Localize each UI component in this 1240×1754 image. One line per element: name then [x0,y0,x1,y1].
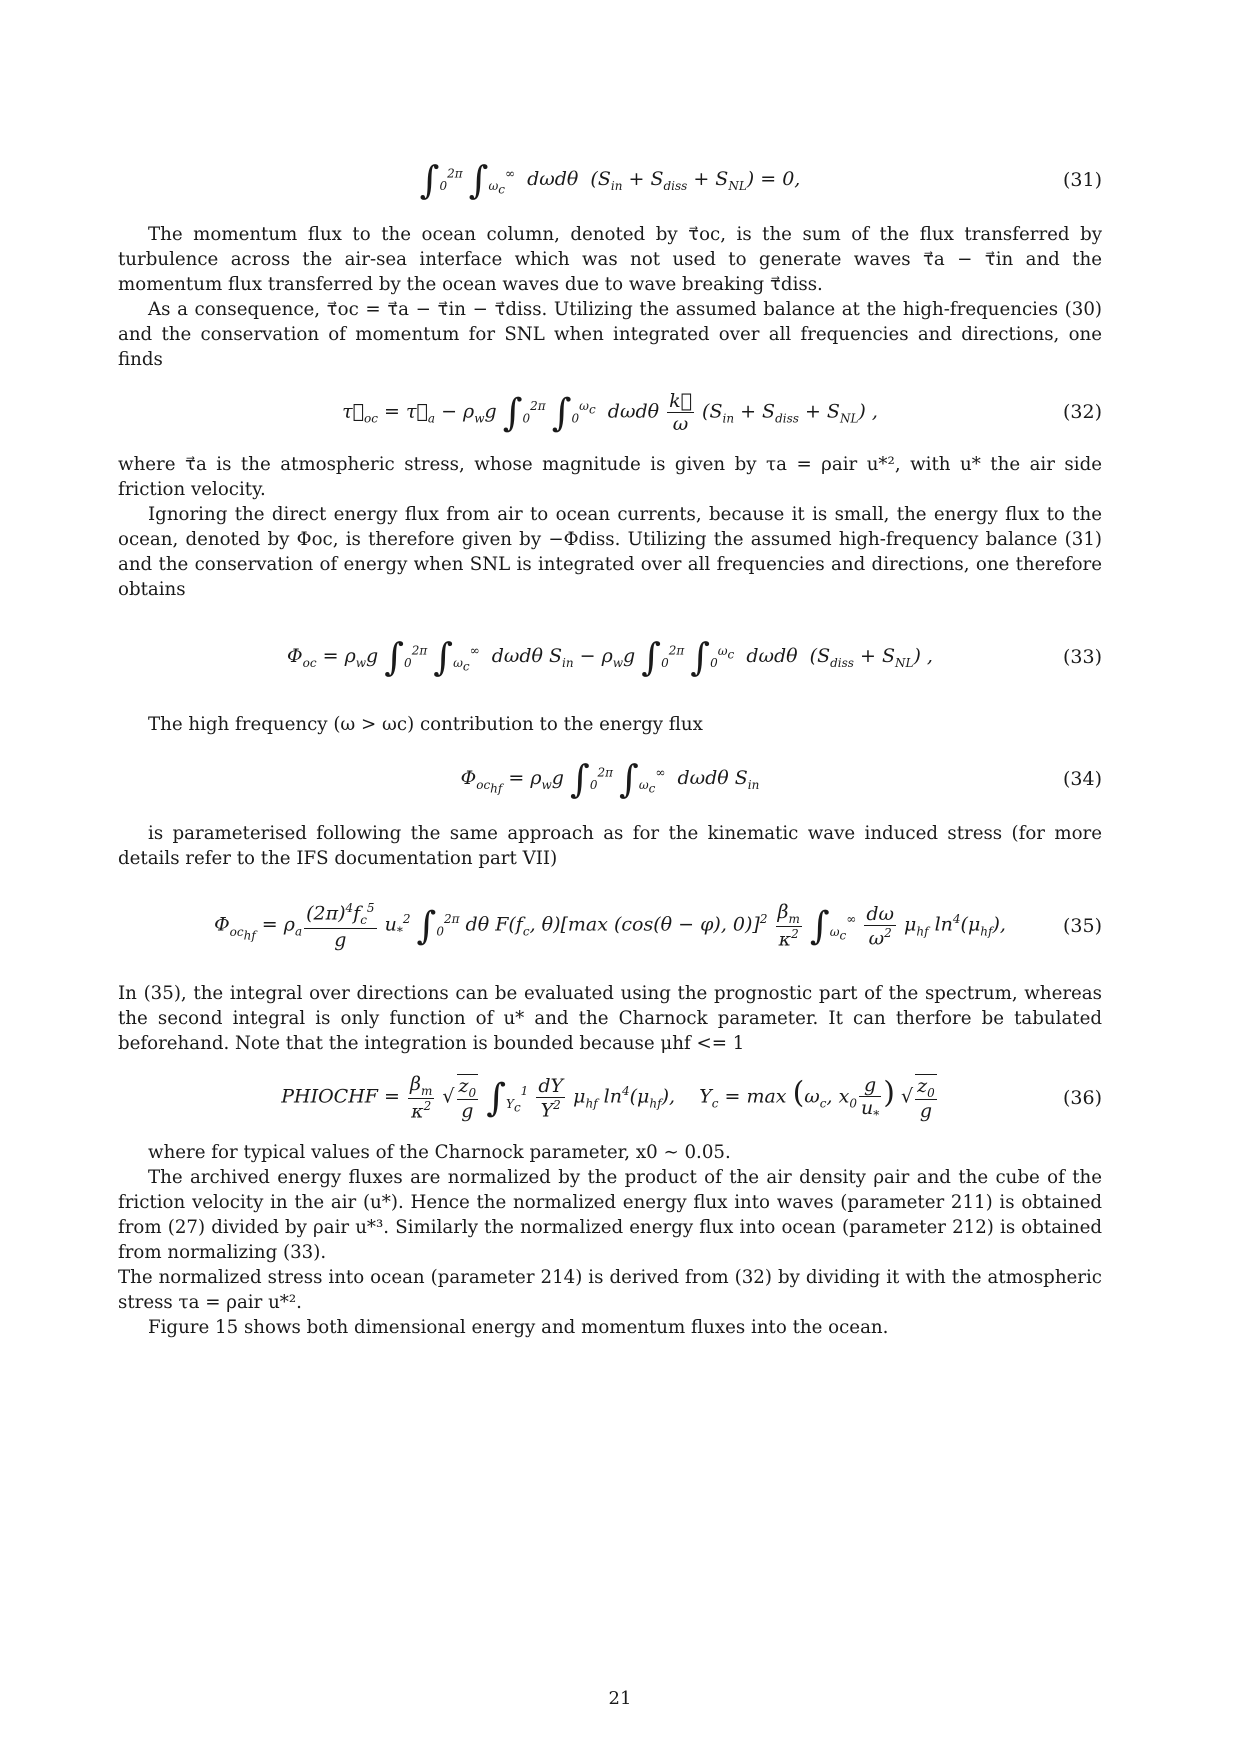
paragraph-2: As a consequence, τ⃗oc = τ⃗a − τ⃗in − τ⃗diss. Utilizing the assumed balance at the high-frequencies (30) and the conservation of momentum for SNL when integrated over all frequencies and directions, one finds [118,299,1102,370]
equation-35 [118,871,1102,981]
paragraph-10: The normalized stress into ocean (parameter 214) is derived from (32) by dividing it with the atmospheric stress τa = ρair u*². [118,1267,1102,1313]
paragraph-9: The archived energy fluxes are normalized by the product of the air density ρair and the cube of the friction velocity in the air (u*). Hence the normalized energy flux into waves (parameter 211) is obtained from (27) divided by ρair u*³. Similarly the normalized energy flux into ocean (parameter 212) is obtained from normalizing (33). [118,1167,1102,1263]
paragraph-6: is parameterised following the same approach as for the kinematic wave induced stress (for more details refer to the IFS documentation part VII) [118,823,1102,869]
equation-31 [118,150,1102,210]
equation-36-math: PHIOCHF = $\frac{\beta_m}{\kappa^2}$ √ $\frac{z_0}{g}$ $\int_{Y_c}^1$ $\frac{dY}{Y^2}$ $\mu_{hf}$ $\ln^4(\mu_{hf})$, $Y_c = \max (\omega_c$, $x_0$ $\frac{g}{u_*}$ ) √ $\frac{z_0}{g}$ [281,1073,935,1123]
equation-32-number: (32) [1062,401,1102,423]
equation-33 [118,602,1102,712]
equation-33-math: $\Phi_{oc} = \rho_wg$ $\int_0^{2\pi}$ $\int_{\omega_c}^\infty$ dωdθ $S_{in} - \rho_wg$ $\int_0^{2\pi}$ $\int_0^{\omega_c}$ dωdθ $(S_{diss} + S_{NL})$ , [287,635,933,679]
page-number: 21 [608,1688,632,1709]
equation-31-math: $\int_0^{2\pi}$ $\int_{\omega_c}^\infty$ dωdθ $(S_{in} + S_{diss} + S_{NL}) = 0$, [419,158,801,202]
page-content [118,150,1102,1340]
equation-35-math: $\Phi_{oc_{hf}} = \rho_a$ $\frac{(2\pi)^4f_c^5}{g}$ $u_*^2$ $\int_0^{2\pi}$ dθ $F(f_c$, θ)[max (cos(θ − φ), 0)]$^2$ $\frac{\beta_m}{\kappa^2}$ $\int_{\omega_c}^\infty$ $\frac{d\omega}{\omega^2}$ $\mu_{hf}$ $\ln^4(\mu_{hf})$, [214,901,1006,951]
paragraph-1: The momentum flux to the ocean column, denoted by τ⃗oc, is the sum of the flux transferred by turbulence across the air-sea interface which was not used to generate waves τ⃗a − τ⃗in and the momentum flux transferred by the ocean waves due to wave breaking τ⃗diss. [118,224,1102,295]
paragraph-4: Ignoring the direct energy flux from air to ocean currents, because it is small, the energy flux to the ocean, denoted by Φoc, is therefore given by −Φdiss. Utilizing the assumed high-frequency balance (31) and the conservation of energy when SNL is integrated over all frequencies and directions, one therefore obtains [118,504,1102,600]
equation-32 [118,372,1102,452]
paragraph-5: The high frequency (ω > ωc) contribution to the energy flux [148,714,703,735]
equation-31-number: (31) [1062,169,1102,191]
paragraph-8: where for typical values of the Charnock parameter, x0 ∼ 0.05. [148,1142,731,1163]
equation-32-math: $\tau⃗_{oc}$ = $\tau⃗_a - \rho_wg$ $\int_0^{2\pi}$ $\int_0^{\omega_c}$ dωdθ $\frac{k⃗}{\omega}$ $(S_{in} + S_{diss} + S_{NL})$ , [342,389,878,435]
equation-34 [118,737,1102,821]
equation-34-number: (34) [1062,768,1102,790]
paragraph-3: where τ⃗a is the atmospheric stress, whose magnitude is given by τa = ρair u*², with u* the air side friction velocity. [118,454,1102,500]
paragraph-7: In (35), the integral over directions can be evaluated using the prognostic part of the spectrum, whereas the second integral is only function of u* and the Charnock parameter. It can therfore be tabulated beforehand. Note that the integration is bounded because μhf <= 1 [118,983,1102,1054]
equation-34-math: $\Phi_{oc_{hf}} = \rho_wg$ $\int_0^{2\pi}$ $\int_{\omega_c}^\infty$ dωdθ $S_{in}$ [460,757,760,801]
equation-36 [118,1056,1102,1140]
paragraph-11: Figure 15 shows both dimensional energy and momentum fluxes into the ocean. [148,1317,889,1338]
equation-33-number: (33) [1062,646,1102,668]
equation-35-number: (35) [1062,915,1102,937]
equation-36-number: (36) [1062,1087,1102,1109]
